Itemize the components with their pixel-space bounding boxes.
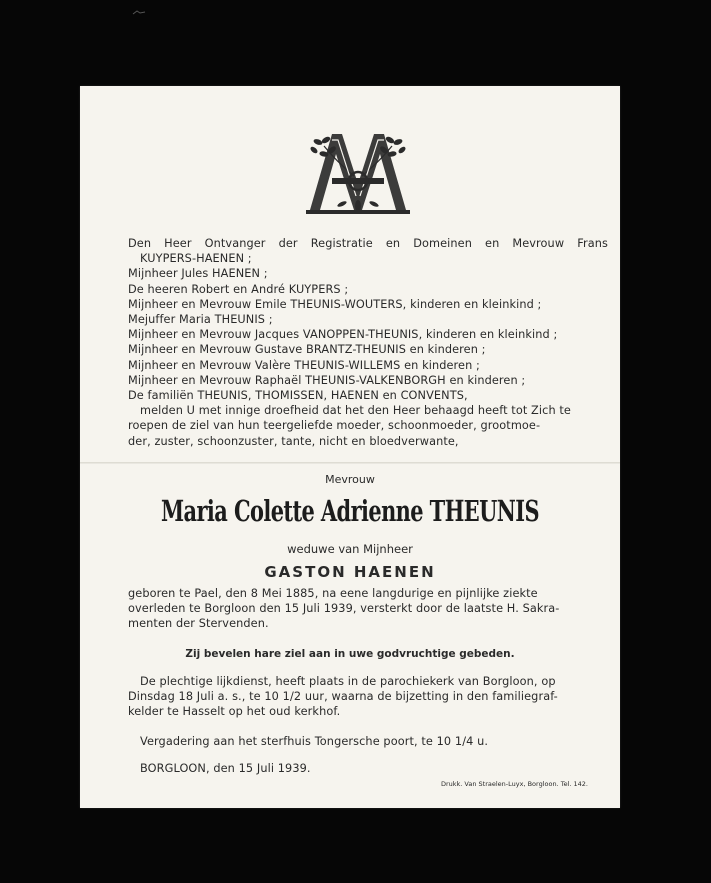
intro-line: Mijnheer en Mevrouw Raphaël THEUNIS-VALKENBORGH en kinderen ;: [128, 373, 526, 387]
born-line: geboren te Pael, den 8 Mei 1885, na eene langdurige en pijnlijke ziekte: [128, 587, 538, 600]
intro-line: melden U met innige droefheid dat het den Heer behaagd heeft tot Zich te: [140, 404, 571, 418]
service-line: kelder te Hasselt op het oud kerkhof.: [128, 705, 341, 719]
widow-of-label: weduwe van Mijnheer: [287, 542, 413, 556]
service-line: Dinsdag 18 Juli a. s., te 10 1/2 uur, waarna de bijzetting in den familiegraf-: [128, 690, 558, 704]
meeting-info: [128, 734, 608, 749]
intro-line: De heeren Robert en André KUYPERS ;: [128, 282, 349, 296]
place-date-line: BORGLOON, den 15 Juli 1939.: [140, 762, 311, 775]
intro-line: Mijnheer en Mevrouw Jacques VANOPPEN-THEUNIS, kinderen en kleinkind ;: [128, 328, 558, 342]
place-date: [128, 761, 608, 776]
ma-monogram-icon: [302, 126, 414, 222]
intro-line: Mijnheer en Mevrouw Valère THEUNIS-WILLEMS en kinderen ;: [128, 358, 480, 372]
intro-line: KUYPERS-HAENEN ;: [140, 252, 252, 266]
meeting-line: Vergadering aan het sterfhuis Tongersche poort, te 10 1/4 u.: [140, 735, 489, 748]
intro-line: Den Heer Ontvanger der Registratie en Domeinen en Mevrouw Frans: [128, 237, 608, 250]
prayer-request: Zij bevelen hare ziel aan in uwe godvruchtige gebeden.: [185, 648, 515, 660]
born-line: menten der Stervenden.: [128, 617, 269, 631]
printer-credit: Drukk. Van Straelen-Luyx, Borgloon. Tel. 142.: [440, 780, 588, 788]
intro-line: roepen de ziel van hun teergeliefde moeder, schoonmoeder, grootmoe-: [128, 419, 541, 433]
deceased-name: Maria Colette Adrienne THEUNIS: [161, 494, 539, 528]
memorial-card: [80, 86, 620, 808]
husband-name: GASTON HAENEN: [264, 563, 436, 581]
intro-line: Mijnheer en Mevrouw Gustave BRANTZ-THEUNIS en kinderen ;: [128, 343, 486, 357]
paper-speck-icon: [132, 10, 146, 16]
intro-line: Mijnheer en Mevrouw Emile THEUNIS-WOUTERS, kinderen en kleinkind ;: [128, 297, 542, 311]
service-line: De plechtige lijkdienst, heeft plaats in de parochiekerk van Borgloon, op: [140, 675, 556, 688]
intro-line: De familiën THEUNIS, THOMISSEN, HAENEN en CONVENTS,: [128, 389, 468, 403]
title-prefix: Mevrouw: [325, 473, 375, 486]
intro-line: Mijnheer Jules HAENEN ;: [128, 267, 268, 281]
intro-line: der, zuster, schoonzuster, tante, nicht en bloedverwante,: [128, 434, 459, 448]
paper-fold: [80, 462, 620, 464]
birth-death-details: [128, 586, 608, 632]
born-line: overleden te Borgloon den 15 Juli 1939, versterkt door de laatste H. Sakra-: [128, 602, 560, 616]
family-announcement: [128, 236, 608, 449]
funeral-service-details: [128, 674, 608, 720]
intro-line: Mejuffer Maria THEUNIS ;: [128, 313, 273, 327]
